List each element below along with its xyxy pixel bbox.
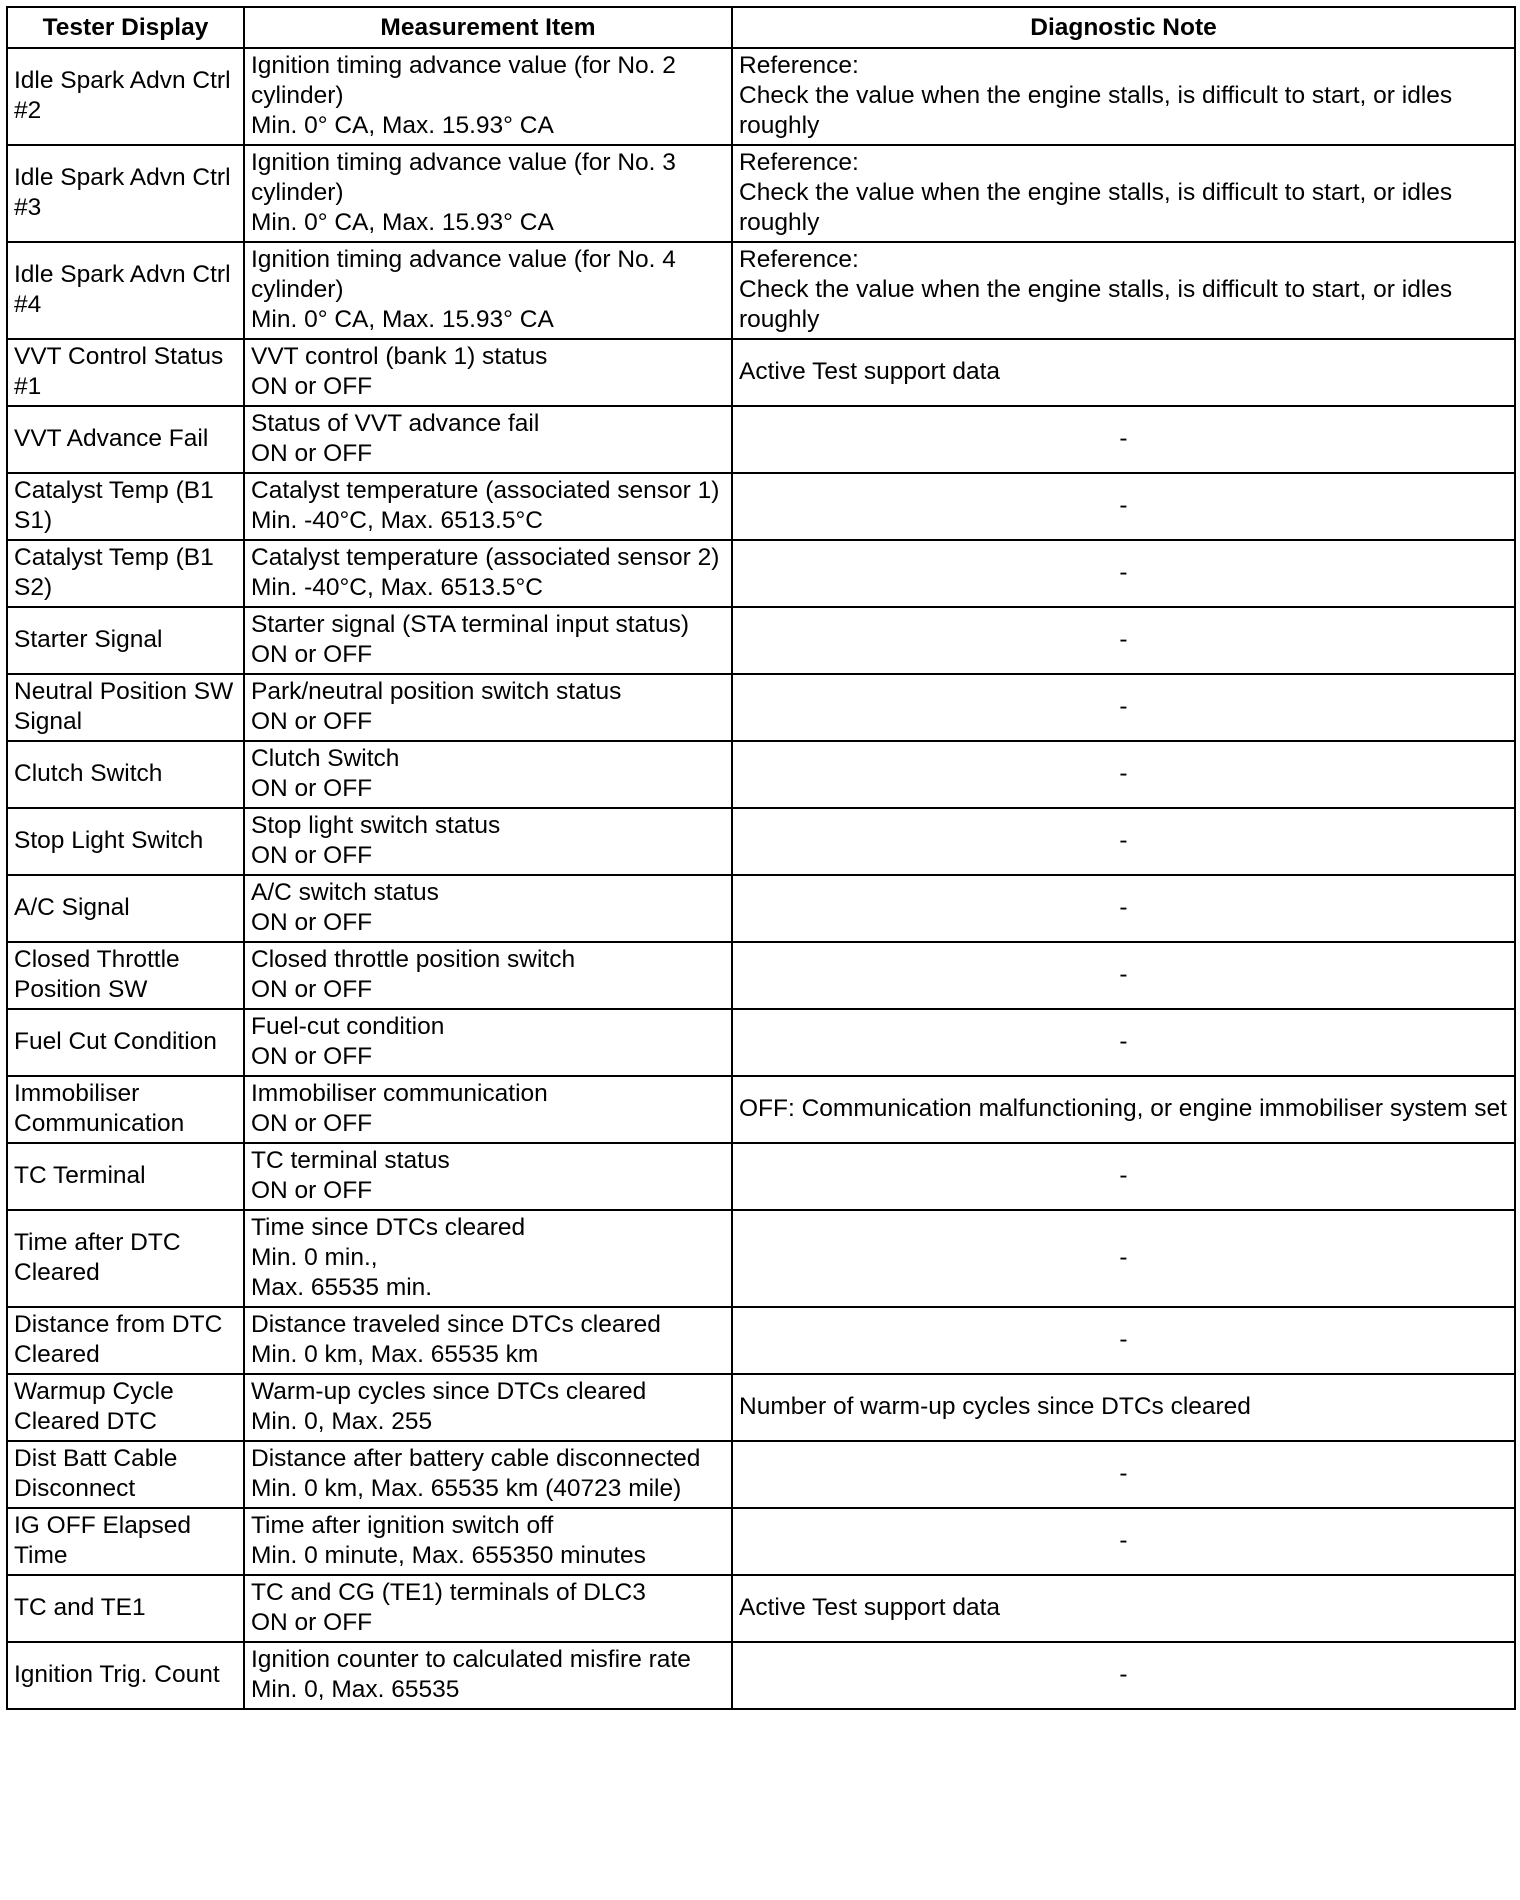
table-header-row: [7, 7, 1515, 48]
measurement-line: Fuel-cut condition: [251, 1013, 445, 1040]
measurement-line: ON or OFF: [251, 708, 373, 735]
tester-display-cell: Stop Light Switch: [7, 808, 244, 875]
table-row: [7, 48, 1515, 145]
table-row: [7, 808, 1515, 875]
measurement-line: Catalyst temperature (associated sensor 1): [251, 477, 720, 504]
tester-display-cell: A/C Signal: [7, 875, 244, 942]
measurement-line: Min. -40°C, Max. 6513.5°C: [251, 574, 543, 601]
diagnostic-note-cell: -: [732, 1441, 1515, 1508]
measurement-line: Clutch Switch: [251, 745, 400, 772]
measurement-line: Ignition timing advance value (for No. 2 cylinder): [251, 52, 676, 109]
diagnostic-note-cell: Active Test support data: [732, 1575, 1515, 1642]
tester-display-cell: Neutral Position SW Signal: [7, 674, 244, 741]
measurement-line: Min. 0 minute, Max. 655350 minutes: [251, 1542, 646, 1569]
measurement-item-cell: [244, 242, 732, 339]
tester-display-cell: Fuel Cut Condition: [7, 1009, 244, 1076]
measurement-line: TC terminal status: [251, 1147, 450, 1174]
measurement-line: Distance after battery cable disconnected: [251, 1445, 701, 1472]
measurement-line: Min. 0 km, Max. 65535 km (40723 mile): [251, 1475, 682, 1502]
tester-display-cell: Catalyst Temp (B1 S2): [7, 540, 244, 607]
measurement-item-cell: [244, 1508, 732, 1575]
diagnostic-note-cell: Number of warm-up cycles since DTCs cleared: [732, 1374, 1515, 1441]
measurement-item-cell: [244, 48, 732, 145]
measurement-line: Starter signal (STA terminal input status): [251, 611, 689, 638]
table-row: [7, 875, 1515, 942]
tester-display-cell: Starter Signal: [7, 607, 244, 674]
diagnostic-note-cell: -: [732, 473, 1515, 540]
table-row: [7, 1441, 1515, 1508]
table-row: [7, 1307, 1515, 1374]
measurement-item-cell: [244, 1575, 732, 1642]
measurement-item-cell: [244, 741, 732, 808]
measurement-line: ON or OFF: [251, 1043, 373, 1070]
measurement-line: Park/neutral position switch status: [251, 678, 622, 705]
tester-display-cell: Clutch Switch: [7, 741, 244, 808]
diagnostic-note-cell: -: [732, 674, 1515, 741]
measurement-line: Stop light switch status: [251, 812, 501, 839]
table-row: [7, 674, 1515, 741]
tester-display-cell: VVT Control Status #1: [7, 339, 244, 406]
measurement-item-cell: [244, 1143, 732, 1210]
table-row: [7, 473, 1515, 540]
tester-display-cell: TC Terminal: [7, 1143, 244, 1210]
diagnostic-note-cell: -: [732, 1642, 1515, 1709]
table-row: [7, 1210, 1515, 1307]
table-row: [7, 741, 1515, 808]
measurement-item-cell: [244, 1009, 732, 1076]
diagnostic-note-cell: -: [732, 875, 1515, 942]
diagnostic-note-cell: -: [732, 1009, 1515, 1076]
tester-display-cell: Dist Batt Cable Disconnect: [7, 1441, 244, 1508]
diagnostic-note-cell: Reference: Check the value when the engine stalls, is difficult to start, or idles roughly: [732, 242, 1515, 339]
table-row: [7, 1642, 1515, 1709]
diagnostic-note-cell: Active Test support data: [732, 339, 1515, 406]
measurement-item-cell: [244, 540, 732, 607]
tester-display-cell: VVT Advance Fail: [7, 406, 244, 473]
tester-display-cell: Time after DTC Cleared: [7, 1210, 244, 1307]
table-row: [7, 406, 1515, 473]
table-row: [7, 1575, 1515, 1642]
measurement-line: Time since DTCs cleared: [251, 1214, 526, 1241]
measurement-item-cell: [244, 875, 732, 942]
measurement-item-cell: [244, 406, 732, 473]
measurement-item-cell: [244, 1642, 732, 1709]
measurement-line: Min. 0 min.,: [251, 1244, 378, 1271]
diagnostic-note-cell: -: [732, 607, 1515, 674]
table-row: [7, 145, 1515, 242]
table-row: [7, 1009, 1515, 1076]
diagnostic-note-cell: Reference: Check the value when the engine stalls, is difficult to start, or idles roughly: [732, 48, 1515, 145]
measurement-line: TC and CG (TE1) terminals of DLC3: [251, 1579, 646, 1606]
measurement-line: A/C switch status: [251, 879, 439, 906]
measurement-item-cell: [244, 607, 732, 674]
measurement-item-cell: [244, 1307, 732, 1374]
table-row: [7, 540, 1515, 607]
measurement-item-cell: [244, 473, 732, 540]
measurement-line: Min. 0, Max. 65535: [251, 1676, 460, 1703]
tester-display-cell: TC and TE1: [7, 1575, 244, 1642]
measurement-line: Ignition timing advance value (for No. 3 cylinder): [251, 149, 676, 206]
measurement-line: Min. 0, Max. 255: [251, 1408, 433, 1435]
measurement-line: ON or OFF: [251, 440, 373, 467]
tester-display-cell: Idle Spark Advn Ctrl #2: [7, 48, 244, 145]
tester-display-cell: Catalyst Temp (B1 S1): [7, 473, 244, 540]
measurement-line: ON or OFF: [251, 373, 373, 400]
measurement-line: ON or OFF: [251, 641, 373, 668]
measurement-line: Min. -40°C, Max. 6513.5°C: [251, 507, 543, 534]
diagnostic-note-cell: -: [732, 808, 1515, 875]
measurement-line: Status of VVT advance fail: [251, 410, 540, 437]
measurement-line: ON or OFF: [251, 1110, 373, 1137]
tester-display-cell: IG OFF Elapsed Time: [7, 1508, 244, 1575]
tester-display-cell: Ignition Trig. Count: [7, 1642, 244, 1709]
table-row: [7, 942, 1515, 1009]
measurement-line: Distance traveled since DTCs cleared: [251, 1311, 661, 1338]
measurement-line: Min. 0° CA, Max. 15.93° CA: [251, 112, 554, 139]
table-row: [7, 242, 1515, 339]
table-row: [7, 339, 1515, 406]
measurement-line: Ignition timing advance value (for No. 4 cylinder): [251, 246, 676, 303]
measurement-line: ON or OFF: [251, 1177, 373, 1204]
header-measurement-item: Measurement Item: [244, 7, 732, 48]
tester-display-cell: Closed Throttle Position SW: [7, 942, 244, 1009]
measurement-line: Max. 65535 min.: [251, 1274, 433, 1301]
measurement-line: Min. 0° CA, Max. 15.93° CA: [251, 209, 554, 236]
measurement-line: Time after ignition switch off: [251, 1512, 554, 1539]
diagnostic-note-cell: -: [732, 1307, 1515, 1374]
measurement-line: ON or OFF: [251, 775, 373, 802]
table-row: [7, 1374, 1515, 1441]
tester-display-cell: Distance from DTC Cleared: [7, 1307, 244, 1374]
measurement-line: Min. 0° CA, Max. 15.93° CA: [251, 306, 554, 333]
measurement-line: Warm-up cycles since DTCs cleared: [251, 1378, 647, 1405]
measurement-item-cell: [244, 1374, 732, 1441]
table-body: [7, 48, 1515, 1709]
measurement-line: ON or OFF: [251, 842, 373, 869]
measurement-line: Catalyst temperature (associated sensor 2): [251, 544, 720, 571]
measurement-line: Min. 0 km, Max. 65535 km: [251, 1341, 539, 1368]
header-tester-display: Tester Display: [7, 7, 244, 48]
table-row: [7, 1143, 1515, 1210]
header-diagnostic-note: Diagnostic Note: [732, 7, 1515, 48]
measurement-line: Closed throttle position switch: [251, 946, 576, 973]
tester-display-cell: Idle Spark Advn Ctrl #3: [7, 145, 244, 242]
measurement-line: ON or OFF: [251, 976, 373, 1003]
diagnostic-note-cell: -: [732, 540, 1515, 607]
measurement-line: ON or OFF: [251, 909, 373, 936]
table-row: [7, 607, 1515, 674]
tester-display-cell: Idle Spark Advn Ctrl #4: [7, 242, 244, 339]
diagnostic-note-cell: Reference: Check the value when the engine stalls, is difficult to start, or idles roughly: [732, 145, 1515, 242]
measurement-line: ON or OFF: [251, 1609, 373, 1636]
measurement-item-cell: [244, 339, 732, 406]
measurement-line: Ignition counter to calculated misfire rate: [251, 1646, 691, 1673]
diagnostic-note-cell: OFF: Communication malfunctioning, or engine immobiliser system set: [732, 1076, 1515, 1143]
table-row: [7, 1076, 1515, 1143]
tester-display-cell: Immobiliser Communication: [7, 1076, 244, 1143]
diagnostic-note-cell: -: [732, 406, 1515, 473]
diagnostic-note-cell: -: [732, 1143, 1515, 1210]
diagnostic-note-cell: -: [732, 942, 1515, 1009]
data-list-table: [6, 6, 1516, 1710]
measurement-item-cell: [244, 145, 732, 242]
measurement-item-cell: [244, 1441, 732, 1508]
measurement-item-cell: [244, 674, 732, 741]
data-list-sheet: [6, 6, 1514, 1710]
tester-display-cell: Warmup Cycle Cleared DTC: [7, 1374, 244, 1441]
diagnostic-note-cell: -: [732, 741, 1515, 808]
measurement-item-cell: [244, 1076, 732, 1143]
measurement-item-cell: [244, 942, 732, 1009]
table-row: [7, 1508, 1515, 1575]
measurement-line: VVT control (bank 1) status: [251, 343, 548, 370]
measurement-line: Immobiliser communication: [251, 1080, 548, 1107]
diagnostic-note-cell: -: [732, 1210, 1515, 1307]
measurement-item-cell: [244, 808, 732, 875]
measurement-item-cell: [244, 1210, 732, 1307]
diagnostic-note-cell: -: [732, 1508, 1515, 1575]
